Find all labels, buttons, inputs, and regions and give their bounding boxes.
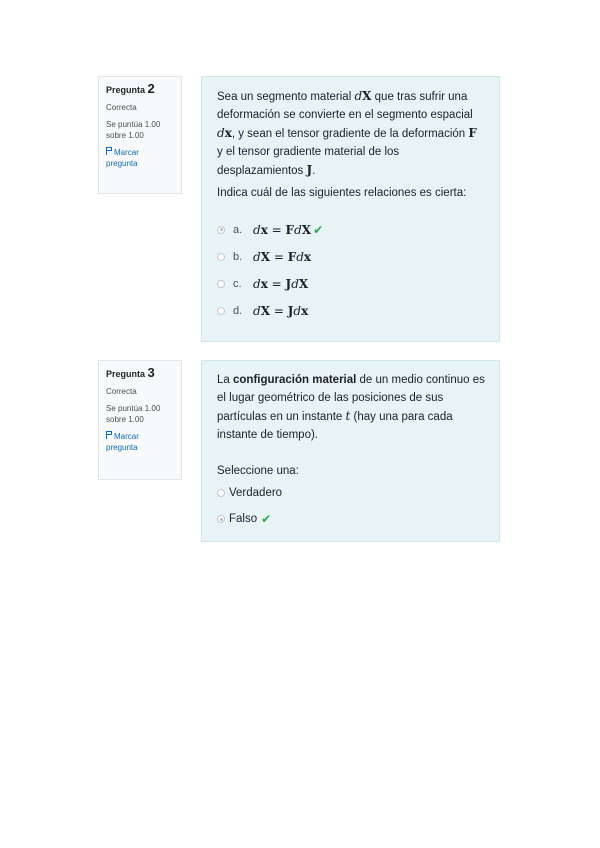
question-3-info [98, 360, 182, 480]
question-grade: Se puntúa 1.00 sobre 1.00 [106, 120, 161, 140]
radio-button[interactable] [217, 280, 225, 288]
question-number: Pregunta 2 [106, 81, 155, 96]
check-icon: ✔ [313, 222, 324, 237]
question-prompt: Indica cuál de las siguientes relaciones es cierta: [217, 187, 467, 199]
answer-list [217, 216, 485, 324]
answer-list [217, 480, 485, 532]
question-state: Correcta [106, 103, 137, 112]
radio-button[interactable] [217, 226, 225, 234]
question-text: La configuración material de un medio continuo es el lugar geométrico de las posiciones de sus partículas en un instante t (hay una para cada instante de tiempo). [217, 374, 485, 441]
flag-question-link[interactable]: Marcar pregunta [106, 432, 139, 452]
select-one-label: Seleccione una: [217, 465, 299, 477]
radio-button[interactable] [217, 253, 225, 261]
answer-option-falso[interactable]: Falso ✔ [217, 506, 485, 532]
math-J: J [306, 163, 313, 177]
math-dX: dX [354, 89, 372, 103]
question-grade: Se puntúa 1.00 sobre 1.00 [106, 404, 161, 424]
answer-option-a[interactable]: a. dx = FdX ✔ [217, 216, 485, 243]
flag-question-link[interactable]: Marcar pregunta [106, 148, 139, 168]
answer-formula: dx = FdX [253, 222, 312, 237]
answer-formula: dX = Jdx [253, 303, 309, 318]
answer-option-verdadero[interactable]: Verdadero [217, 480, 485, 506]
radio-button[interactable] [217, 515, 225, 523]
answer-formula: dx = JdX [253, 276, 309, 291]
question-text: Sea un segmento material dX que tras sufrir una deformación se convierte en el segmento espacial dx, y sean el tensor gradiente de la deformación F y el tensor gradiente material de los desplazamientos J. [217, 89, 477, 177]
answer-formula: dX = Fdx [253, 249, 312, 264]
answer-option-d[interactable]: d. dX = Jdx [217, 297, 485, 324]
question-number: Pregunta 3 [106, 365, 155, 380]
radio-button[interactable] [217, 489, 225, 497]
question-2-info [98, 76, 182, 194]
flag-icon [106, 431, 112, 439]
answer-option-c[interactable]: c. dx = JdX [217, 270, 485, 297]
question-3-content [201, 360, 500, 542]
math-dx: dx [217, 126, 232, 140]
answer-option-b[interactable]: b. dX = Fdx [217, 243, 485, 270]
check-icon: ✔ [261, 512, 272, 526]
math-F: F [468, 126, 477, 140]
question-2-content [201, 76, 500, 342]
question-state: Correcta [106, 387, 137, 396]
flag-icon [106, 147, 112, 155]
radio-button[interactable] [217, 307, 225, 315]
